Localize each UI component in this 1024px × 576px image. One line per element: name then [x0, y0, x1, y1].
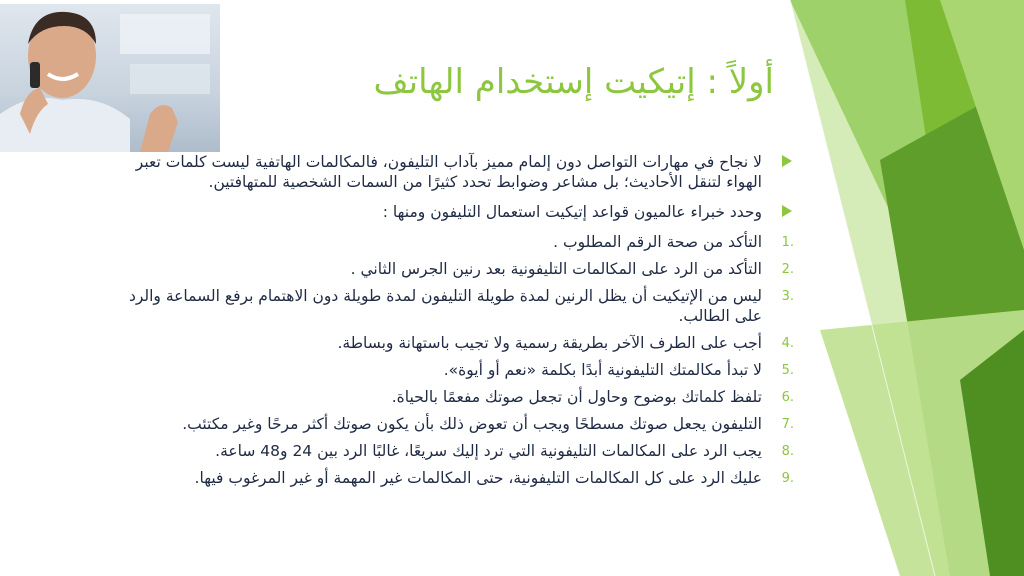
triangle-bullet-icon	[782, 155, 792, 167]
numbered-item	[110, 333, 800, 353]
item-number: 7.	[781, 417, 794, 432]
item-text: لا تبدأ مكالمتك التليفونية أبدًا بكلمة «نعم أو أيوة».	[443, 361, 762, 379]
item-number: 1.	[781, 235, 794, 250]
item-text: التأكد من صحة الرقم المطلوب .	[553, 233, 762, 251]
item-text: يجب الرد على المكالمات التليفونية التي ترد إليك سريعًا، غالبًا الرد بين 24 و48 ساعة.	[215, 442, 762, 460]
item-number: 3.	[781, 289, 794, 304]
item-text: التليفون يجعل صوتك مسطحًا ويجب أن تعوض ذلك بأن يكون صوتك أكثر مرحًا وغير مكتئب.	[182, 415, 762, 433]
item-text: التأكد من الرد على المكالمات التليفونية بعد رنين الجرس الثاني .	[350, 260, 762, 278]
numbered-item	[110, 286, 800, 326]
numbered-item	[110, 414, 800, 434]
man-on-phone-photo	[0, 4, 220, 152]
numbered-item	[110, 387, 800, 407]
item-text: تلفظ كلماتك بوضوح وحاول أن تجعل صوتك مفعمًا بالحياة.	[391, 388, 762, 406]
item-text: أجب على الطرف الآخر بطريقة رسمية ولا تجيب باستهانة وبساطة.	[337, 334, 762, 352]
item-number: 8.	[781, 444, 794, 459]
numbered-item	[110, 441, 800, 461]
bullet-item	[110, 152, 800, 192]
item-text: عليك الرد على كل المكالمات التليفونية، حتى المكالمات غير المهمة أو غير المرغوب فيها.	[194, 469, 762, 487]
numbered-item	[110, 259, 800, 279]
slide-title: أولاً : إتيكيت إستخدام الهاتف	[373, 62, 774, 102]
triangle-bullet-icon	[782, 205, 792, 217]
bullet-text: لا نجاح في مهارات التواصل دون إلمام مميز بآداب التليفون، فالمكالمات الهاتفية ليست كلمات تعبر الهواء لتنقل الأحاديث؛ بل مشاعر وضوابط تحدد كثيرًا من السمات الشخصية للمتهافتين.	[135, 153, 762, 191]
item-number: 2.	[781, 262, 794, 277]
bullet-text: وحدد خبراء عالميون قواعد إتيكيت استعمال التليفون ومنها :	[382, 203, 762, 221]
item-number: 6.	[781, 390, 794, 405]
bullet-item	[110, 202, 800, 222]
numbered-item	[110, 360, 800, 380]
item-text: ليس من الإتيكيت أن يظل الرنين لمدة طويلة التليفون لمدة طويلة دون الاهتمام برفع السماعة والرد على الطالب.	[128, 287, 762, 325]
numbered-item	[110, 468, 800, 488]
content-body	[110, 152, 800, 495]
item-number: 9.	[781, 471, 794, 486]
numbered-item	[110, 232, 800, 252]
item-number: 4.	[781, 336, 794, 351]
item-number: 5.	[781, 363, 794, 378]
